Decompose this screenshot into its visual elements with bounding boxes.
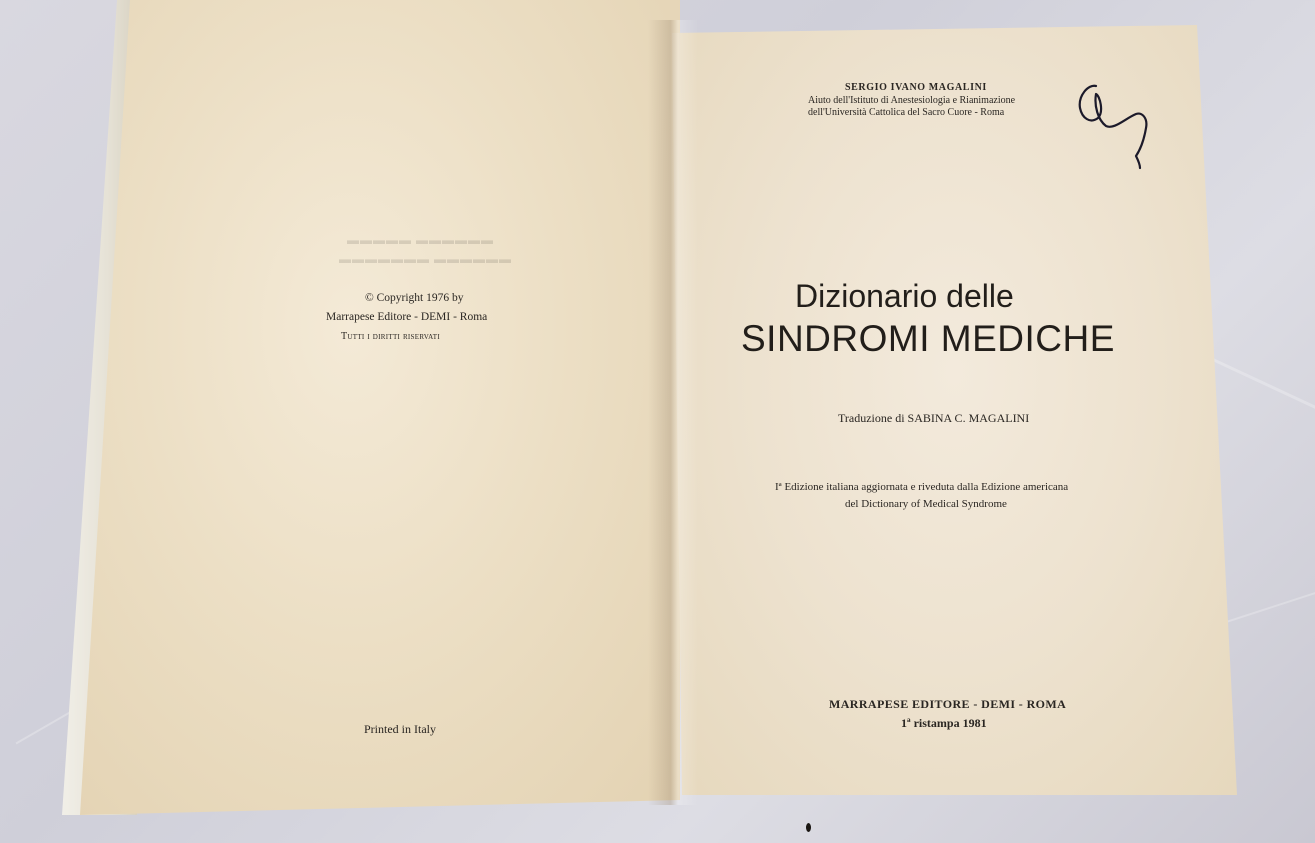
- author-affiliation-line: dell'Università Cattolica del Sacro Cuore - Roma: [808, 107, 1005, 118]
- translator-line: Traduzione di SABINA C. MAGALINI: [838, 411, 1030, 425]
- handwritten-signature: [1066, 78, 1166, 188]
- show-through-text: ▬▬▬▬▬▬ ▬▬▬▬▬: [346, 233, 493, 247]
- edition-note-line: Iª Edizione italiana aggiornata e riveduta dalla Edizione americana: [775, 481, 1069, 493]
- author-name: SERGIO IVANO MAGALINI: [845, 82, 987, 93]
- show-through-text: ▬▬▬▬▬▬ ▬▬▬▬▬▬▬: [338, 252, 511, 266]
- printed-in-line: Printed in Italy: [364, 722, 436, 736]
- rights-reserved-line: Tutti i diritti riservati: [341, 331, 440, 342]
- reprint-line: 1ª ristampa 1981: [901, 716, 987, 730]
- left-page: [80, 0, 680, 815]
- author-affiliation-line: Aiuto dell'Istituto di Anestesiologia e Rianimazione: [808, 95, 1016, 106]
- book-title-line1: Dizionario delle: [795, 278, 1014, 314]
- book-gutter: [648, 20, 698, 805]
- publisher-line: Marrapese Editore - DEMI - Roma: [326, 311, 488, 323]
- ink-spot: [806, 823, 811, 832]
- publisher-imprint: MARRAPESE EDITORE - DEMI - ROMA: [829, 697, 1067, 711]
- book-title-line2: SINDROMI MEDICHE: [741, 318, 1115, 359]
- copyright-line: © Copyright 1976 by: [365, 292, 464, 304]
- edition-note-line: del Dictionary of Medical Syndrome: [845, 498, 1007, 510]
